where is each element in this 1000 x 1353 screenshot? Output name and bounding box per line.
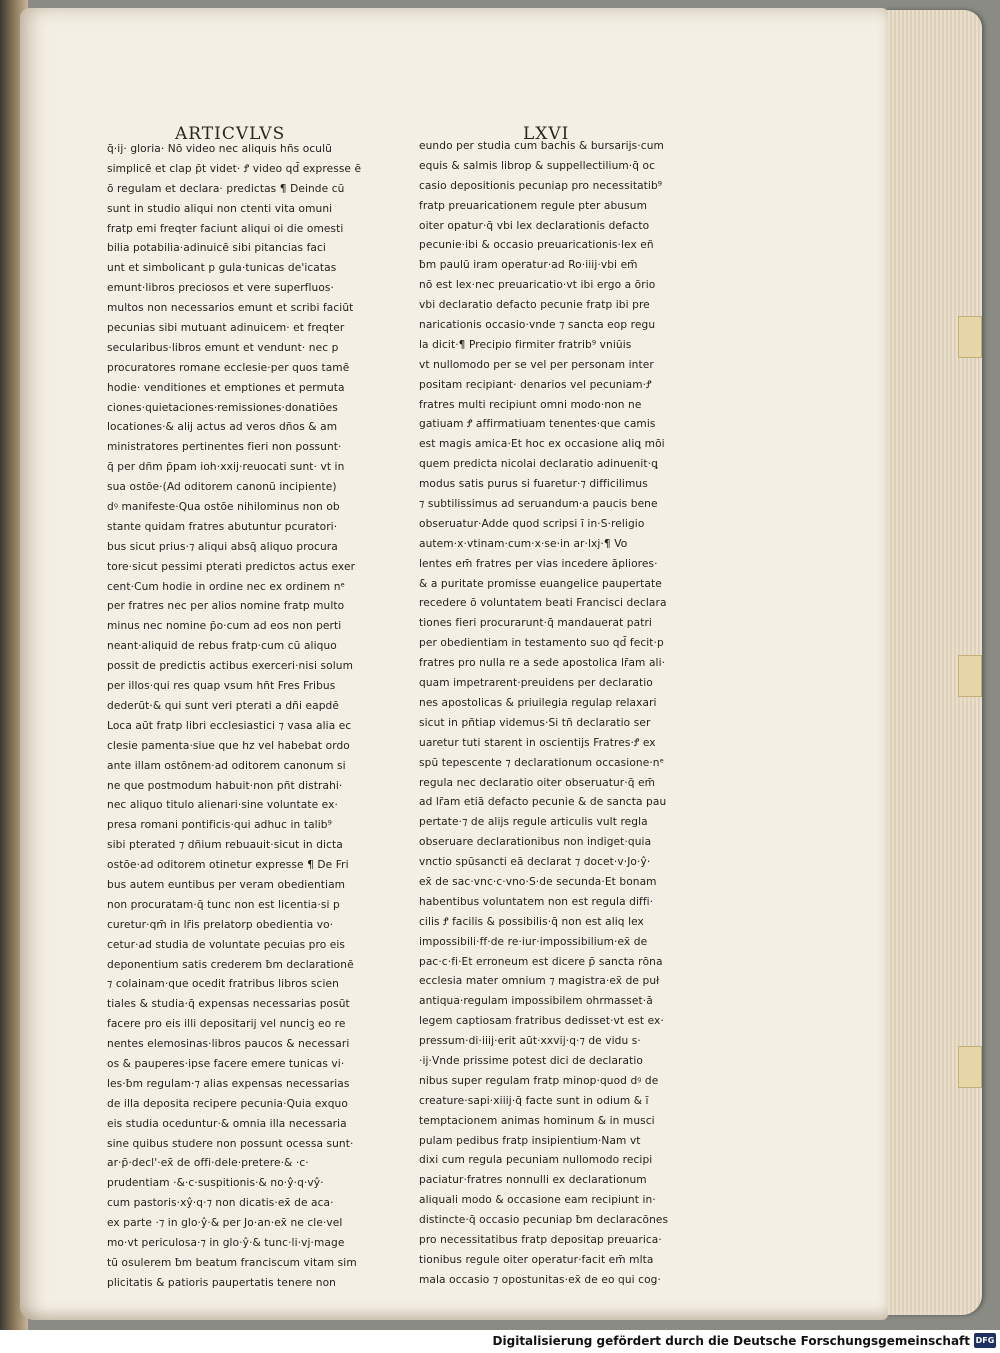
text-line: tiones fieri procurarunt·q̄ mandauerat patri xyxy=(419,617,652,630)
text-line: dederūt·& qui sunt veri pterati a dñi eapdē xyxy=(107,699,339,712)
text-line: uaretur tuti starent in oscientijs Fratres·Ꝭ ex xyxy=(419,736,656,749)
text-line: sua ostōe·(Ad oditorem canonū incipiente) xyxy=(107,481,337,494)
text-line: sibi pterated ⁊ dñium rebuauit·sicut in dicta xyxy=(107,839,343,852)
text-line: obseruatur·Adde quod scripsi ī in·S·religio xyxy=(419,517,645,530)
text-line: fratres pro nulla re a sede apostolica lr̄am ali· xyxy=(419,657,666,670)
text-line: clesie pamenta·siue que hz vel habebat ordo xyxy=(107,739,350,752)
text-line: mo·vt periculosa·⁊ in glo·ŷ·& tunc·li·vj·mage xyxy=(107,1236,345,1249)
text-line: tiales & studia·q̄ expensas necessarias posūt xyxy=(107,998,350,1011)
text-line: & a puritate promisse euangelice paupertate xyxy=(419,577,662,590)
text-line: obseruare declarationibus non indiget·quia xyxy=(419,836,652,849)
text-line: q̄ per dñm p̄pam ioh·xxij·reuocati sunt· vt in xyxy=(107,461,345,474)
text-line: ⁊ colainam·que ocedit fratribus libros scien xyxy=(107,978,339,991)
text-line: fratp preuaricationem regule pter abusum xyxy=(419,199,648,212)
text-line: stante quidam fratres abutuntur pcuratori· xyxy=(107,520,338,533)
text-line: paciatur·fratres nonnulli ex declarationum xyxy=(419,1174,647,1187)
text-line: spū tepescente ⁊ declarationum occasione·nᵉ xyxy=(419,756,665,769)
text-line: vbi declaratio defacto pecunie fratp ibi pre xyxy=(419,299,650,312)
text-line: distincte·q̄ occasio pecuniap ƀm declaracōnes xyxy=(419,1214,669,1227)
text-line: tore·sicut pessimi pterati predictos actus exer xyxy=(107,560,356,573)
text-line: ·ij·Vnde prissime potest dici de declaratio xyxy=(419,1054,643,1067)
bookmark-tab xyxy=(958,1046,982,1088)
text-line: vt nullomodo per se vel per personam inter xyxy=(419,358,654,371)
text-line: os & pauperes·ipse facere emere tunicas vi· xyxy=(107,1057,345,1070)
text-line: dixi cum regula pecuniam nullomodo recipi xyxy=(419,1154,653,1167)
text-line: eis studia oceduntur·& omnia illa necessaria xyxy=(107,1117,347,1130)
text-line: ex parte ·⁊ in glo·ŷ·& per Jo·an·ex̄ ne cle·vel xyxy=(107,1217,343,1230)
text-line: cetur·ad studia de voluntate pecuias pro eis xyxy=(107,938,346,951)
text-line: bus autem euntibus per veram obedientiam xyxy=(107,878,346,891)
text-line: autem·x·vtinam·cum·x·se·in ar·lxj·¶ Vo xyxy=(419,537,628,550)
text-line: dꝰ manifeste·Qua ostōe nihilominus non ob xyxy=(107,501,340,514)
text-line: ostōe·ad oditorem otinetur expresse ¶ De Fri xyxy=(107,859,349,872)
text-line: quam impetrarent·preuidens per declaratio xyxy=(419,677,653,690)
text-line: pecunie·ibi & occasio preuaricationis·lex eñ xyxy=(419,239,654,252)
text-line: creature·sapi·xiiij·q̄ facte sunt in odium & ī xyxy=(419,1094,649,1107)
running-header: ARTICVLVS xyxy=(175,124,286,144)
footer-bar xyxy=(0,1330,1000,1353)
text-line: ad lr̄am etiā defacto pecunie & de sancta pau xyxy=(419,796,667,809)
text-line: nentes elemosinas·libros paucos & necessari xyxy=(107,1038,350,1051)
text-line: nibus super regulam fratp minop·quod dꝰ de xyxy=(419,1074,659,1087)
text-line: minus nec nomine p̄o·cum ad eos non perti xyxy=(107,620,342,633)
text-line: vnctio spūsancti eā declarat ⁊ docet·v·Jo·ŷ· xyxy=(419,856,651,869)
text-line: pac·c·fi·Et erroneum est dicere p̄ sancta rōna xyxy=(419,955,663,968)
text-line: casio depositionis pecuniap pro necessitatib⁹ xyxy=(419,179,663,192)
text-line: naricationis occasio·vnde ⁊ sancta eop regu xyxy=(419,319,656,332)
text-line: cilis Ꝭ facilis & possibilis·q̄ non est aliq lex xyxy=(419,915,644,928)
text-line: positam recipiant· denarios vel pecuniam·Ꝭ xyxy=(419,378,652,391)
text-line: ecclesia mater omnium ⁊ magistra·ex̄ de puł xyxy=(419,975,660,988)
text-line: unt et simbolicant p gula·tunicas de'icatas xyxy=(107,262,337,275)
text-line: sunt in studio aliqui non ctenti vita omuni xyxy=(107,202,333,215)
text-line: ⁊ subtilissimus ad seruandum·a paucis bene xyxy=(419,498,658,511)
text-line: simplicē et clap p̄t videt· Ꝭ video qd̄ expresse ē xyxy=(107,162,362,175)
bookmark-tab xyxy=(958,316,982,358)
text-line: regula nec declaratio oiter obseruatur·q̄ em̄ xyxy=(419,776,656,789)
page-stack xyxy=(884,10,982,1315)
text-line: gatiuam Ꝭ affirmatiuam tenentes·que camis xyxy=(419,418,656,431)
right-text-column xyxy=(419,137,672,1291)
text-line: cent·Cum hodie in ordine nec ex ordinem nᵉ xyxy=(107,580,346,593)
text-line: legem captiosam fratribus dedisset·vt est ex· xyxy=(419,1015,664,1028)
text-line: impossibili·ff·de re·iur·impossibilium·ex̄ de xyxy=(419,935,648,948)
text-line: les·ƀm regulam·⁊ alias expensas necessarias xyxy=(107,1077,350,1090)
text-line: pertate·⁊ de alijs regule articulis vult regla xyxy=(419,816,648,829)
text-line: ex̄ de sac·vnc·c·vno·S·de secunda·Et bonam xyxy=(419,875,657,888)
text-line: de illa deposita recipere pecunia·Quia exquo xyxy=(107,1097,348,1110)
text-line: ƀm paulū iram operatur·ad Ro·iiij·vbi em̄ xyxy=(419,259,638,272)
text-line: multos non necessarios emunt et scribi faciūt xyxy=(107,302,354,315)
text-line: secularibus·libros emunt et vendunt· nec p xyxy=(107,341,339,354)
dfg-logo: DFG xyxy=(974,1333,996,1348)
text-line: prudentiam ·&·c·suspitionis·& no·ŷ·q·vŷ· xyxy=(107,1177,324,1190)
text-line: la dicit·¶ Precipio firmiter fratrib⁹ vniūis xyxy=(419,338,632,351)
left-text-column xyxy=(107,140,363,1294)
text-line: nec aliquo titulo alienari·sine voluntate ex· xyxy=(107,799,338,812)
text-line: aliquali modo & occasione eam recipiunt in· xyxy=(419,1194,656,1207)
text-line: oiter opatur·q̄ vbi lex declarationis defacto xyxy=(419,219,650,232)
text-line: Loca aūt fratp libri ecclesiastici ⁊ vasa alia ec xyxy=(107,719,352,732)
text-line: bilia potabilia·adinuicē sibi pitancias faci xyxy=(107,242,326,255)
text-line: modus satis purus si fuaretur·⁊ difficilimus xyxy=(419,478,648,491)
text-line: recedere ō voluntatem beati Francisci declara xyxy=(419,597,667,610)
text-line: nō est lex·nec preuaricatio·vt ibi ergo a ōrio xyxy=(419,279,656,292)
text-line: non procuratam·q̄ tunc non est licentia·si p xyxy=(107,898,340,911)
text-line: temptacionem animas hominum & in musci xyxy=(419,1114,655,1127)
text-line: curetur·qm̄ in lr̄is prelatorp obedientia vo· xyxy=(107,918,334,931)
text-line: pulam pedibus fratp insipientium·Nam vt xyxy=(419,1134,641,1147)
text-line: q̄·ij· gloria· Nō video nec aliquis hñs oculū xyxy=(107,143,332,155)
text-line: tionibus regule oiter operatur·facit em̄ mlta xyxy=(419,1253,654,1266)
funding-credit: Digitalisierung gefördert durch die Deutsche Forschungsgemeinschaft xyxy=(492,1334,970,1348)
text-line: fratres multi recipiunt omni modo·non ne xyxy=(419,398,642,411)
text-line: bus sicut prius·⁊ aliqui absq̄ aliquo procura xyxy=(107,540,338,553)
folio-number: LXVI xyxy=(523,124,570,144)
text-line: ciones·quietaciones·remissiones·donatiōes xyxy=(107,401,338,414)
text-line: emunt·libros preciosos et vere superfluos· xyxy=(107,282,335,295)
text-line: mala occasio ⁊ opostunitas·ex̄ de eo qui cog· xyxy=(419,1273,661,1286)
text-line: pro necessitatibus fratp depositap preuarica· xyxy=(419,1233,662,1246)
text-line: deponentium satis crederem ƀm declarationē xyxy=(107,958,354,971)
text-line: eundo per studia cum bachis & bursarijs·cum xyxy=(419,140,664,152)
text-line: plicitatis & patioris paupertatis tenere non xyxy=(107,1276,336,1289)
text-line: quem predicta nicolai declaratio adinuenit·ꝗ xyxy=(419,458,658,471)
text-line: neant·aliquid de rebus fratp·cum cū aliquo xyxy=(107,640,337,653)
text-line: hodie· venditiones et emptiones et permuta xyxy=(107,381,345,394)
text-line: ne que postmodum habuit·non pñt distrahi· xyxy=(107,779,343,792)
text-line: tū osulerem ƀm beatum franciscum vitam sim xyxy=(107,1256,357,1269)
bookmark-tab xyxy=(958,655,982,697)
text-line: sine quibus studere non possunt ocessa sunt· xyxy=(107,1137,354,1150)
text-line: antiqua·regulam impossibilem ohrmasset·ā xyxy=(419,995,653,1008)
text-line: facere pro eis illi depositarij vel nunciꝫ eo re xyxy=(107,1018,346,1031)
text-line: per obedientiam in testamento suo qd̄ fecit·p xyxy=(419,637,664,650)
text-line: presa romani pontificis·qui adhuc in talib⁹ xyxy=(107,819,332,832)
text-line: fratp emi freqter faciunt aliqui oi die omesti xyxy=(107,222,344,235)
text-line: ante illam ostōnem·ad oditorem canonum si xyxy=(107,759,346,772)
text-line: ō regulam et declara· predictas ¶ Deinde cū xyxy=(107,182,345,195)
text-line: per fratres nec per alios nomine fratp multo xyxy=(107,600,345,613)
text-line: habentibus voluntatem non est regula diffi· xyxy=(419,895,654,908)
text-line: sicut in pñtiap videmus·Si tñ declaratio ser xyxy=(419,716,651,729)
text-line: cum pastoris·xŷ·q·⁊ non dicatis·ex̄ de aca· xyxy=(107,1197,334,1210)
text-line: procuratores romane ecclesie·per quos tamē xyxy=(107,361,350,374)
text-line: per illos·qui res quap vsum hñt Fres Fribus xyxy=(107,680,336,693)
text-line: lentes em̄ fratres per vias incedere āpliores· xyxy=(419,557,658,570)
text-line: possit de predictis actibus exerceri·nisi solum xyxy=(107,660,353,673)
text-line: locationes·& alij actus ad veros dños & am xyxy=(107,421,338,434)
text-line: pressum·di·iiij·erit aūt·xxvij·q·⁊ de vidu s· xyxy=(419,1035,641,1048)
text-line: nes apostolicas & priuilegia regulap relaxari xyxy=(419,696,657,709)
text-line: est magis amica·Et hoc ex occasione aliꝗ mōi xyxy=(419,438,665,451)
text-line: ministratores pertinentes fieri non possunt· xyxy=(107,441,342,454)
text-line: equis & salmis librop & suppellectilium·q̄ oc xyxy=(419,159,656,172)
text-line: ar·p̄·decl'·ex̄ de offi·dele·pretere·& ·c· xyxy=(107,1157,309,1170)
text-line: pecunias sibi mutuant adinuicem· et freqter xyxy=(107,322,345,335)
